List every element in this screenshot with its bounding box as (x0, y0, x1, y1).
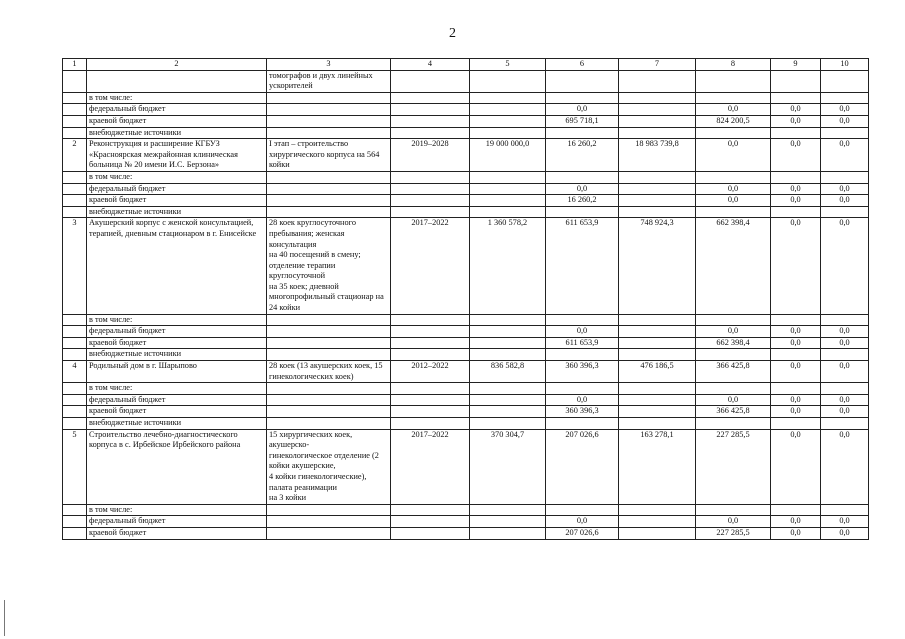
header-cell: 3 (267, 59, 391, 71)
table-cell: 0,0 (821, 218, 869, 314)
table-cell (546, 70, 619, 92)
table-cell (391, 183, 470, 195)
table-cell (771, 383, 821, 395)
table-cell (63, 394, 87, 406)
table-cell: 227 285,5 (696, 429, 771, 504)
header-cell: 6 (546, 59, 619, 71)
table-cell (470, 206, 546, 218)
table-cell: 2019–2028 (391, 139, 470, 172)
table-cell (821, 92, 869, 104)
table-cell (63, 206, 87, 218)
table-cell: 0,0 (821, 115, 869, 127)
table-cell (821, 314, 869, 326)
table-cell: 0,0 (696, 104, 771, 116)
table-cell (619, 337, 696, 349)
table-cell: 0,0 (696, 139, 771, 172)
table-cell: 0,0 (696, 394, 771, 406)
table-cell: 0,0 (696, 326, 771, 338)
table-row (63, 337, 869, 349)
table-cell (63, 70, 87, 92)
table-cell (696, 314, 771, 326)
table-row (63, 394, 869, 406)
table-row (63, 429, 869, 504)
table-cell: 18 983 739,8 (619, 139, 696, 172)
table-cell: в том числе: (87, 92, 267, 104)
table-cell (391, 504, 470, 516)
table-cell (619, 326, 696, 338)
table-cell (267, 171, 391, 183)
table-cell (63, 314, 87, 326)
table-cell: 2017–2022 (391, 429, 470, 504)
table-cell: внебюджетные источники (87, 206, 267, 218)
table-cell (546, 383, 619, 395)
table-cell (470, 349, 546, 361)
table-cell (63, 406, 87, 418)
table-cell (696, 206, 771, 218)
table-cell (470, 104, 546, 116)
table-cell (267, 527, 391, 539)
table-cell (63, 504, 87, 516)
table-row (63, 516, 869, 528)
table-cell: 0,0 (696, 195, 771, 207)
table-cell: 0,0 (771, 183, 821, 195)
table-row (63, 183, 869, 195)
table-cell (696, 504, 771, 516)
table-cell (821, 127, 869, 139)
table-row (63, 104, 869, 116)
table-cell (470, 92, 546, 104)
table-cell: 19 000 000,0 (470, 139, 546, 172)
table-cell: 0,0 (546, 516, 619, 528)
table-cell (546, 206, 619, 218)
table-cell: в том числе: (87, 171, 267, 183)
table-cell: I этап – строительство хирургического корпуса на 564 койки (267, 139, 391, 172)
table-cell (821, 206, 869, 218)
header-cell: 5 (470, 59, 546, 71)
table-cell (619, 127, 696, 139)
table-cell (391, 127, 470, 139)
table-cell (619, 314, 696, 326)
table-row (63, 127, 869, 139)
table-cell: краевой бюджет (87, 406, 267, 418)
table-cell (546, 92, 619, 104)
table-cell (821, 504, 869, 516)
table-cell: 0,0 (771, 139, 821, 172)
table-row (63, 218, 869, 314)
table-row (63, 171, 869, 183)
table-cell: 0,0 (771, 195, 821, 207)
table-cell (619, 183, 696, 195)
budget-table (62, 58, 869, 540)
table-cell: 0,0 (771, 115, 821, 127)
table-cell (546, 127, 619, 139)
table-cell: 4 (63, 361, 87, 383)
table-cell: 476 186,5 (619, 361, 696, 383)
table-cell (267, 418, 391, 430)
table-cell (470, 326, 546, 338)
table-cell: внебюджетные источники (87, 349, 267, 361)
table-cell (821, 70, 869, 92)
header-cell: 7 (619, 59, 696, 71)
table-cell: 0,0 (696, 183, 771, 195)
table-cell (391, 326, 470, 338)
table-cell (696, 383, 771, 395)
table-cell: 0,0 (821, 337, 869, 349)
table-cell: 0,0 (771, 429, 821, 504)
table-cell: 28 коек круглосуточного пребывания; женская консультация на 40 посещений в смену; отделение терапии круглосуточной на 35 коек; дневной многопрофильный стационар на 24 койки (267, 218, 391, 314)
table-cell (470, 314, 546, 326)
table-cell (546, 171, 619, 183)
table-cell: 611 653,9 (546, 218, 619, 314)
table-cell: 207 026,6 (546, 527, 619, 539)
table-cell: 0,0 (821, 195, 869, 207)
table-cell: краевой бюджет (87, 337, 267, 349)
table-cell: 0,0 (771, 406, 821, 418)
table-cell: федеральный бюджет (87, 104, 267, 116)
table-cell (619, 418, 696, 430)
table-cell (546, 418, 619, 430)
table-cell (619, 406, 696, 418)
table-cell: 0,0 (546, 104, 619, 116)
table-cell: 0,0 (771, 394, 821, 406)
table-cell: 0,0 (546, 394, 619, 406)
table-cell (470, 115, 546, 127)
table-row (63, 361, 869, 383)
table-cell: 0,0 (821, 429, 869, 504)
header-cell: 10 (821, 59, 869, 71)
table-cell (470, 418, 546, 430)
table-cell (391, 104, 470, 116)
table-cell: 0,0 (821, 183, 869, 195)
table-cell (267, 314, 391, 326)
table-cell (391, 516, 470, 528)
table-cell (619, 171, 696, 183)
table-cell: Акушерский корпус с женской консультацией, терапией, дневным стационаром в г. Енисейске (87, 218, 267, 314)
header-cell: 9 (771, 59, 821, 71)
table-cell (391, 314, 470, 326)
table-cell (771, 418, 821, 430)
table-cell (470, 504, 546, 516)
table-cell: 0,0 (821, 139, 869, 172)
table-cell (619, 504, 696, 516)
table-cell: 824 200,5 (696, 115, 771, 127)
table-cell (771, 206, 821, 218)
table-cell (821, 349, 869, 361)
table-cell: 227 285,5 (696, 527, 771, 539)
table-cell (619, 383, 696, 395)
table-cell (267, 326, 391, 338)
table-cell (63, 104, 87, 116)
table-cell (619, 115, 696, 127)
table-cell (267, 127, 391, 139)
table-cell: в том числе: (87, 504, 267, 516)
table-cell (267, 195, 391, 207)
table-cell (391, 394, 470, 406)
table-cell: 16 260,2 (546, 195, 619, 207)
table-cell: 360 396,3 (546, 361, 619, 383)
table-cell (470, 171, 546, 183)
table-cell (696, 418, 771, 430)
table-cell: 0,0 (821, 527, 869, 539)
table-cell (470, 337, 546, 349)
table-row (63, 349, 869, 361)
table-cell: 2017–2022 (391, 218, 470, 314)
table-cell (771, 171, 821, 183)
table-cell (619, 394, 696, 406)
table-cell: 0,0 (821, 361, 869, 383)
table-cell (546, 314, 619, 326)
table-row (63, 206, 869, 218)
table-cell (696, 92, 771, 104)
table-cell (470, 383, 546, 395)
table-row (63, 314, 869, 326)
table-cell (267, 406, 391, 418)
table-cell (821, 171, 869, 183)
table-cell (63, 92, 87, 104)
table-cell: 0,0 (771, 516, 821, 528)
table-cell (470, 406, 546, 418)
table-cell (696, 349, 771, 361)
table-cell: федеральный бюджет (87, 516, 267, 528)
table-body (63, 59, 869, 540)
table-cell: 360 396,3 (546, 406, 619, 418)
table-cell: 0,0 (821, 394, 869, 406)
table-cell (63, 349, 87, 361)
table-cell (391, 337, 470, 349)
table-cell (470, 516, 546, 528)
table-cell (63, 383, 87, 395)
table-cell (470, 127, 546, 139)
table-cell (470, 195, 546, 207)
table-cell (546, 504, 619, 516)
table-cell: 28 коек (13 акушерских коек, 15 гинекологических коек) (267, 361, 391, 383)
table-cell: 2012–2022 (391, 361, 470, 383)
table-cell: 611 653,9 (546, 337, 619, 349)
table-cell (696, 127, 771, 139)
table-cell (63, 127, 87, 139)
table-cell (267, 394, 391, 406)
table-cell (63, 326, 87, 338)
header-cell: 1 (63, 59, 87, 71)
table-cell: Реконструкция и расширение КГБУЗ «Красноярская межрайонная клиническая больница № 20 имени И.С. Берзона» (87, 139, 267, 172)
table-cell: 0,0 (821, 326, 869, 338)
table-cell (63, 171, 87, 183)
table-cell: в том числе: (87, 383, 267, 395)
table-header-row (63, 59, 869, 71)
table-cell (267, 104, 391, 116)
table-row (63, 92, 869, 104)
table-cell: 0,0 (821, 104, 869, 116)
table-cell (63, 527, 87, 539)
table-cell: 0,0 (546, 183, 619, 195)
table-cell: краевой бюджет (87, 195, 267, 207)
table-cell: 0,0 (771, 104, 821, 116)
table-cell: 836 582,8 (470, 361, 546, 383)
table-cell (391, 527, 470, 539)
table-cell (267, 115, 391, 127)
table-cell (63, 115, 87, 127)
table-cell (470, 183, 546, 195)
table-cell: 0,0 (771, 527, 821, 539)
table-cell: 0,0 (771, 337, 821, 349)
table-row (63, 195, 869, 207)
table-cell (619, 516, 696, 528)
table-cell (391, 70, 470, 92)
table-cell: 748 924,3 (619, 218, 696, 314)
table-cell: 695 718,1 (546, 115, 619, 127)
table-row (63, 383, 869, 395)
header-cell: 4 (391, 59, 470, 71)
table-cell (619, 70, 696, 92)
table-cell: 3 (63, 218, 87, 314)
table-cell: Строительство лечебно-диагностического корпуса в с. Ирбейское Ирбейского района (87, 429, 267, 504)
table-row (63, 70, 869, 92)
table-cell (470, 394, 546, 406)
table-cell: федеральный бюджет (87, 183, 267, 195)
table-cell (267, 383, 391, 395)
table-cell: 370 304,7 (470, 429, 546, 504)
table-cell: федеральный бюджет (87, 394, 267, 406)
table-cell (267, 183, 391, 195)
table-cell: 0,0 (696, 516, 771, 528)
table-cell (619, 92, 696, 104)
table-cell: 662 398,4 (696, 337, 771, 349)
table-cell (771, 349, 821, 361)
table-cell: 0,0 (771, 326, 821, 338)
table-cell (619, 206, 696, 218)
table-cell (391, 92, 470, 104)
table-cell: 0,0 (821, 406, 869, 418)
table-cell (821, 383, 869, 395)
table-cell (63, 183, 87, 195)
table-cell (63, 195, 87, 207)
table-row (63, 527, 869, 539)
table-cell (619, 195, 696, 207)
table-cell (267, 349, 391, 361)
table-cell (696, 171, 771, 183)
table-cell (546, 349, 619, 361)
table-cell (771, 92, 821, 104)
header-cell: 2 (87, 59, 267, 71)
table-cell (391, 115, 470, 127)
table-cell: 662 398,4 (696, 218, 771, 314)
table-cell: 2 (63, 139, 87, 172)
table-cell: 0,0 (546, 326, 619, 338)
table-cell: Родильный дом в г. Шарыпово (87, 361, 267, 383)
table-cell: 15 хирургических коек, акушерско- гинекологическое отделение (2 койки акушерские, 4 койки гинекологические), палата реанимации на 3 койки (267, 429, 391, 504)
table-cell: 366 425,8 (696, 406, 771, 418)
table-cell (63, 516, 87, 528)
table-cell: краевой бюджет (87, 527, 267, 539)
table-cell (267, 337, 391, 349)
margin-line (4, 600, 5, 636)
table-cell: 1 360 578,2 (470, 218, 546, 314)
table-row (63, 406, 869, 418)
table-cell (87, 70, 267, 92)
table-cell (267, 92, 391, 104)
table-cell: 163 278,1 (619, 429, 696, 504)
table-cell (267, 516, 391, 528)
table-cell (470, 70, 546, 92)
table-cell: 366 425,8 (696, 361, 771, 383)
table-cell (267, 206, 391, 218)
table-cell (619, 349, 696, 361)
table-cell: в том числе: (87, 314, 267, 326)
table-cell: федеральный бюджет (87, 326, 267, 338)
table-cell (267, 504, 391, 516)
table-cell: внебюджетные источники (87, 418, 267, 430)
table-cell: краевой бюджет (87, 115, 267, 127)
table-row (63, 115, 869, 127)
table-cell (470, 527, 546, 539)
table-cell (619, 104, 696, 116)
table-cell (771, 127, 821, 139)
table-cell: томографов и двух линейных ускорителей (267, 70, 391, 92)
table-row (63, 139, 869, 172)
table-cell (771, 504, 821, 516)
table-cell: 0,0 (771, 218, 821, 314)
table-cell: внебюджетные источники (87, 127, 267, 139)
table-cell (391, 349, 470, 361)
table-cell (63, 337, 87, 349)
table-cell: 0,0 (771, 361, 821, 383)
header-cell: 8 (696, 59, 771, 71)
table-row (63, 326, 869, 338)
table-cell: 5 (63, 429, 87, 504)
table-cell (821, 418, 869, 430)
table-cell (696, 70, 771, 92)
table-cell (391, 406, 470, 418)
page-number: 2 (449, 26, 456, 41)
table-cell: 0,0 (821, 516, 869, 528)
table-cell (771, 70, 821, 92)
table-cell (391, 195, 470, 207)
table-cell: 207 026,6 (546, 429, 619, 504)
table-cell (391, 206, 470, 218)
table-cell: 16 260,2 (546, 139, 619, 172)
table-cell (771, 314, 821, 326)
table-cell (619, 527, 696, 539)
table-cell (391, 418, 470, 430)
table-row (63, 418, 869, 430)
table-cell (391, 171, 470, 183)
table-cell (63, 418, 87, 430)
table-cell (391, 383, 470, 395)
table-row (63, 504, 869, 516)
